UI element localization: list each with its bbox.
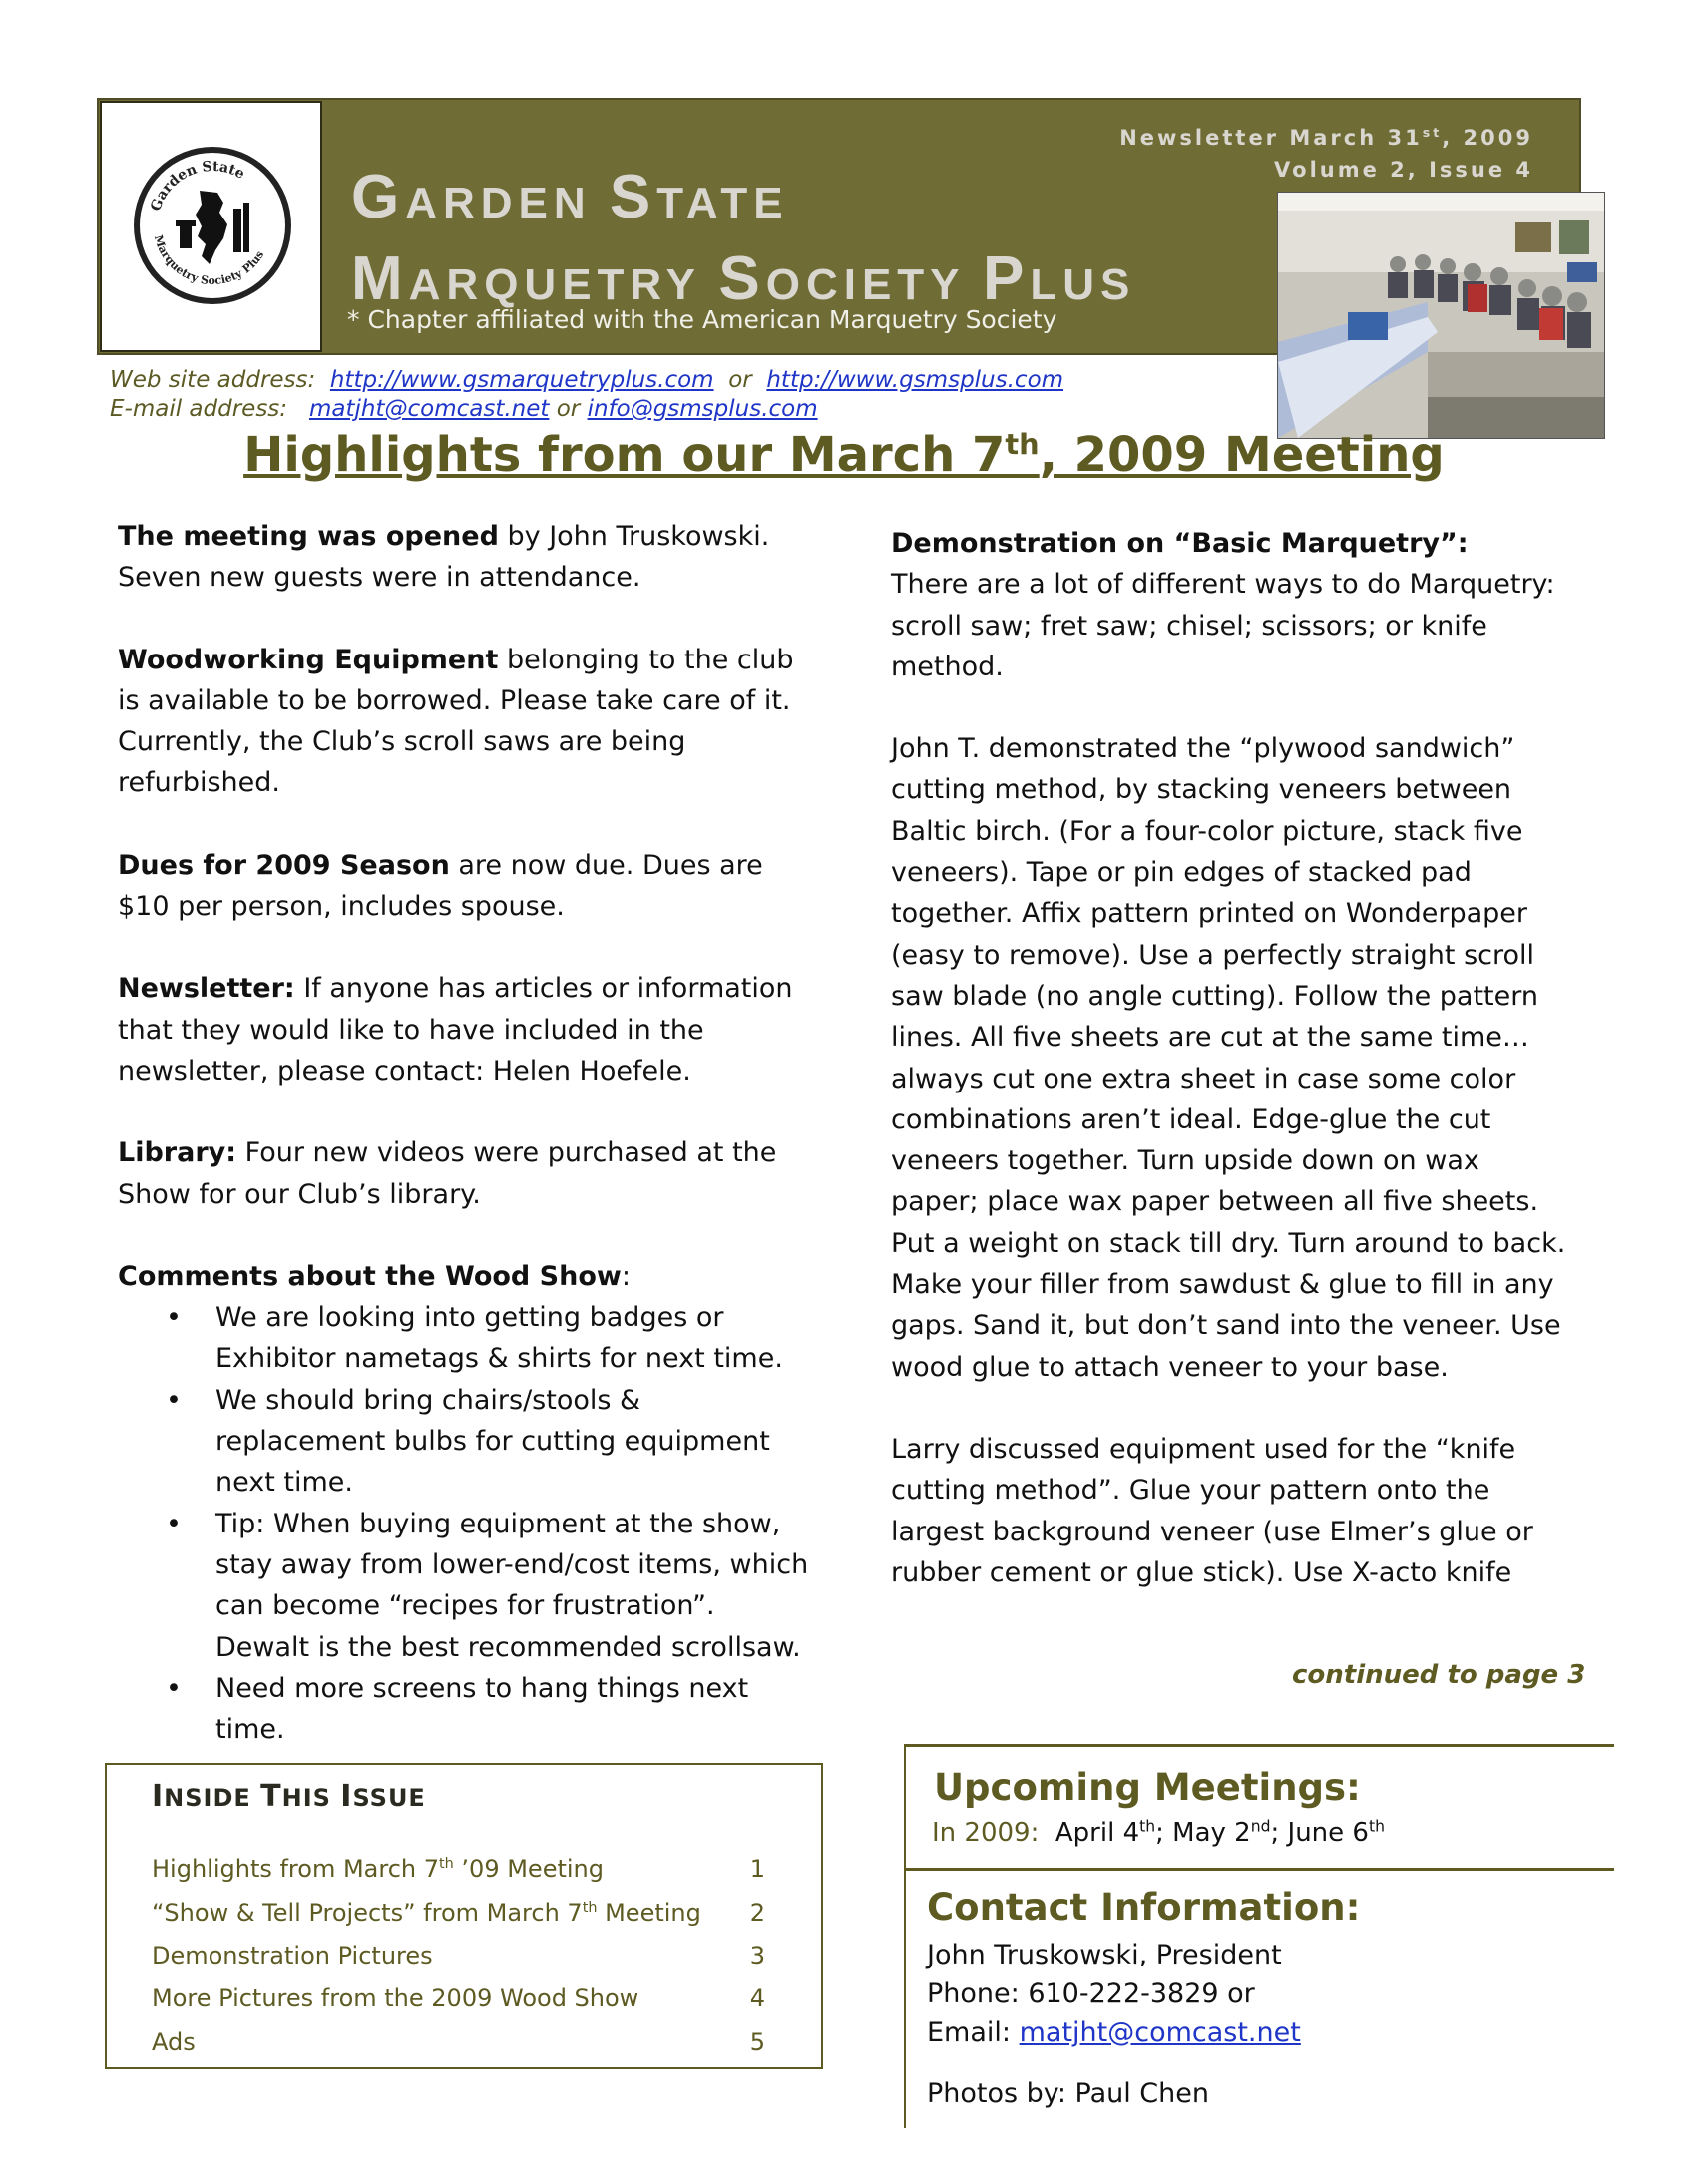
website-line: Web site address: http://www.gsmarquetryplus.com or http://www.gsmsplus.com (110, 367, 1064, 393)
club-title-line1: GARDEN STATE (351, 163, 789, 231)
toc-page-number: 4 (749, 1984, 765, 2012)
knife-method-paragraph: Larry discussed equipment used for the “knife cutting method”. Glue your pattern onto the largest background veneer (use Elmer’s glue or rubber cement or glue stick). Use X-acto knife (891, 1433, 1533, 1588)
left-column (118, 516, 816, 1750)
list-item: • Need more screens to hang things next time. (166, 1672, 749, 1746)
email-line: E-mail address: matjht@comcast.net or info@gsmsplus.com (110, 396, 818, 422)
side-box-border (904, 1744, 906, 2128)
inside-this-issue-title: INSIDE THIS ISSUE (152, 1779, 426, 1814)
club-title-line2: MARQUETRY SOCIETY PLUS (351, 244, 1136, 313)
side-box-mid-rule (904, 1868, 1614, 1871)
contact-email-line: Email: matjht@comcast.net (927, 2017, 1301, 2048)
toc-item[interactable]: Ads 5 (152, 2028, 765, 2056)
wood-show-heading: Comments about the Wood Show: (118, 1260, 631, 1292)
side-box-top-rule (904, 1744, 1614, 1747)
toc-item[interactable]: More Pictures from the 2009 Wood Show 4 (152, 1984, 765, 2012)
website-link-2[interactable]: http://www.gsmsplus.com (766, 367, 1064, 393)
contact-email-link[interactable]: matjht@comcast.net (1019, 2017, 1301, 2048)
meeting-room-image (1278, 193, 1604, 438)
toc-page-number: 5 (749, 2028, 765, 2056)
wood-show-list (118, 1297, 816, 1750)
contact-name: John Truskowski, President (927, 1940, 1282, 1970)
meeting-photo (1277, 192, 1605, 439)
club-logo (100, 101, 322, 352)
toc-item[interactable]: Demonstration Pictures 3 (152, 1942, 765, 1969)
toc-page-number: 2 (749, 1899, 765, 1927)
logo-text-bottom: Marquetry Society Plus (151, 233, 267, 288)
club-title (351, 160, 1135, 323)
email-link-2[interactable]: info@gsmsplus.com (587, 396, 818, 422)
demo-intro-paragraph: There are a lot of different ways to do Marquetry: scroll saw; fret saw; chisel; scissors; or knife method. (891, 569, 1555, 682)
demo-title: Demonstration on “Basic Marquetry”: (891, 528, 1469, 559)
toc-item[interactable]: “Show & Tell Projects” from March 7th Meeting 2 (152, 1899, 765, 1927)
upcoming-meetings-title: Upcoming Meetings: (934, 1766, 1361, 1809)
new-jersey-map-icon (140, 153, 285, 298)
website-link-1[interactable]: http://www.gsmarquetryplus.com (329, 367, 714, 393)
email-link-1[interactable]: matjht@comcast.net (308, 396, 550, 422)
dues-paragraph: Dues for 2009 Season are now due. Dues are $10 per person, includes spouse. (118, 849, 763, 923)
logo-seal (134, 147, 291, 304)
issue-volume: Volume 2, Issue 4 (1274, 158, 1533, 182)
contact-info-title: Contact Information: (927, 1886, 1361, 1929)
photo-credit: Photos by: Paul Chen (927, 2078, 1209, 2109)
affiliation-text: * Chapter affiliated with the American Marquetry Society (347, 305, 1057, 334)
issue-date: Newsletter March 31st, 2009 (1119, 125, 1533, 150)
meeting-opened-paragraph: The meeting was opened by John Truskowski. Seven new guests were in attendance. (118, 521, 770, 594)
contact-phone: Phone: 610-222-3829 or (927, 1978, 1255, 2009)
library-paragraph: Library: Four new videos were purchased at the Show for our Club’s library. (118, 1137, 777, 1210)
list-item: • Tip: When buying equipment at the show, stay away from lower-end/cost items, which can become “recipes for frustration”. Dewalt is the best recommended scrollsaw. (166, 1508, 809, 1663)
newsletter-paragraph: Newsletter: If anyone has articles or information that they would like to have included in the newsletter, please contact: Helen Hoefele. (118, 973, 793, 1087)
upcoming-meetings-dates: In 2009: April 4th; May 2nd; June 6th (932, 1817, 1385, 1848)
right-column (891, 523, 1569, 1634)
toc-item[interactable]: Highlights from March 7th ’09 Meeting 1 (152, 1855, 765, 1883)
logo-text-top: Garden State (148, 158, 247, 214)
toc-page-number: 1 (749, 1855, 765, 1883)
continued-note[interactable]: continued to page 3 (1292, 1660, 1586, 1690)
toc-page-number: 3 (749, 1942, 765, 1969)
page-headline: Highlights from our March 7th, 2009 Meeting (243, 427, 1445, 483)
equipment-paragraph: Woodworking Equipment belonging to the club is available to be borrowed. Please take care of it. Currently, the Club’s scroll saws are being refurbished. (118, 644, 794, 799)
list-item: • We are looking into getting badges or Exhibitor nametags & shirts for next time. (166, 1302, 783, 1375)
plywood-sandwich-paragraph: John T. demonstrated the “plywood sandwich” cutting method, by stacking veneers between Baltic birch. (For a four-color picture, stack five veneers). Tape or pin edges of stacked pad together. Affix pattern printed on Wonderpaper (easy to remove). Use a perfectly straight scroll saw blade (no angle cutting). Follow the pattern lines. All five sheets are cut at the same time…always cut one extra sheet in case some color combinations aren’t ideal. Edge-glue the cut veneers together. Turn upside down on wax paper; place wax paper between all five sheets. Put a weight on stack till dry. Turn around to back. Make your filler from sawdust & glue to fill in any gaps. Sand it, but don’t sand into the veneer. Use wood glue to attach veneer to your base. (891, 733, 1566, 1383)
inside-this-issue-box (105, 1763, 823, 2069)
list-item: • We should bring chairs/stools & replacement bulbs for cutting equipment next time. (166, 1384, 770, 1499)
